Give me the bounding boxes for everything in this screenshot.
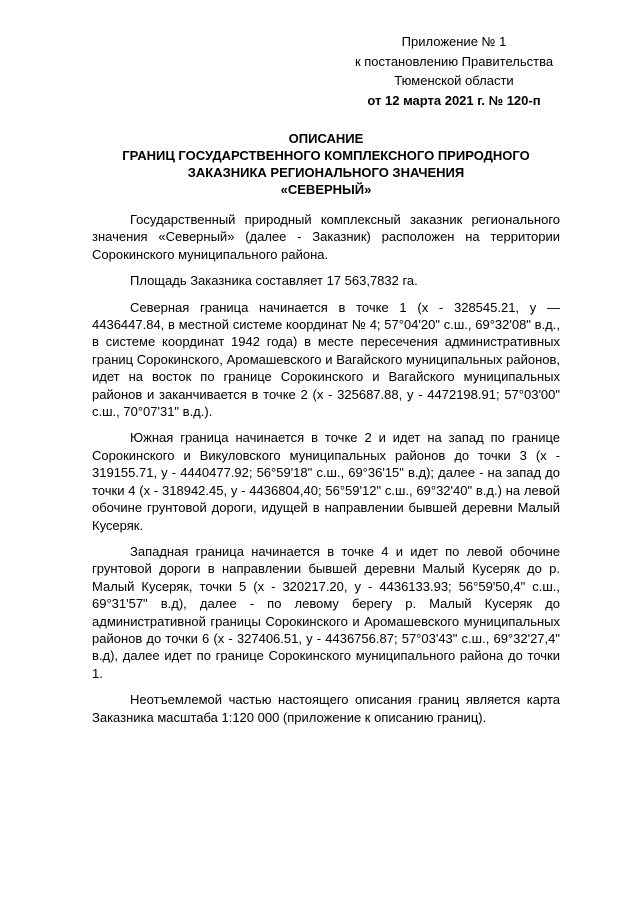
appendix-number: Приложение № 1 bbox=[401, 34, 507, 49]
title-line-3: ЗАКАЗНИКА РЕГИОНАЛЬНОГО ЗНАЧЕНИЯ bbox=[187, 165, 465, 180]
paragraph-south-border: Южная граница начинается в точке 2 и идет на запад по границе Сорокинского и Викуловского муниципальных районов до точки 3 (х - 319155.71, у - 4440477.92; 56°59'18" с.ш., 69°36'15" в.д); далее - на запад до точки 4 (х - 318942.45, у - 4436804,40; 56°59'12" с.ш., 69°32'40" в.д.) на левой обочине грунтовой дороги, идущей в направлении бывшей деревни Малый Кусеряк. bbox=[92, 430, 560, 533]
appendix-decree-reference: к постановлению Правительства bbox=[354, 53, 554, 69]
appendix-header bbox=[324, 32, 584, 110]
document-title bbox=[92, 130, 560, 198]
appendix-date: от 12 марта 2021 г. № 120-п bbox=[367, 92, 541, 108]
title-line-1: ОПИСАНИЕ bbox=[288, 131, 364, 146]
title-line-2: ГРАНИЦ ГОСУДАРСТВЕННОГО КОМПЛЕКСНОГО ПРИРОДНОГО bbox=[122, 148, 530, 163]
appendix-region: Тюменской области bbox=[394, 73, 514, 88]
paragraph-map-reference: Неотъемлемой частью настоящего описания границ является карта Заказника масштаба 1:120 000 (приложение к описанию границ). bbox=[92, 692, 560, 725]
document-body bbox=[92, 211, 560, 735]
paragraph-west-border: Западная граница начинается в точке 4 и идет по левой обочине грунтовой дороги в направлении бывшей деревни Малый Кусеряк до р. Малый Кусеряк, точки 5 (х - 320217.20, у - 4436133.93; 56°59'50,4" с.ш., 69°31'57" в.д), далее - по левому берегу р. Малый Кусеряк до административной границы Сорокинского и Аромашевского муниципальных районов до точки 6 (х - 327406.51, у - 4436756.87; 57°03'43" с.ш., 69°32'27,4" в.д), далее идет по границе Сорокинского муниципального района до точки 1. bbox=[92, 543, 560, 681]
title-line-4: «СЕВЕРНЫЙ» bbox=[280, 182, 372, 197]
paragraph-area: Площадь Заказника составляет 17 563,7832 га. bbox=[130, 273, 418, 289]
paragraph-intro: Государственный природный комплексный заказник регионального значения «Северный» (далее - Заказник) расположен на территории Сорокинского муниципального района. bbox=[92, 212, 560, 262]
paragraph-north-border: Северная граница начинается в точке 1 (х - 328545.21, у — 4436447.84, в местной системе координат № 4; 57°04'20" с.ш., 69°32'08" в.д., в системе координат 1942 года) в месте пересечения административных границ Сорокинского, Аромашевского и Вагайского муниципальных районов, идет на восток по границе Сорокинского и Вагайского муниципальных районов и заканчивается в точке 2 (х - 325687.88, у - 4472198.91; 57°03'00" с.ш., 70°07'31" в.д.). bbox=[92, 299, 560, 420]
